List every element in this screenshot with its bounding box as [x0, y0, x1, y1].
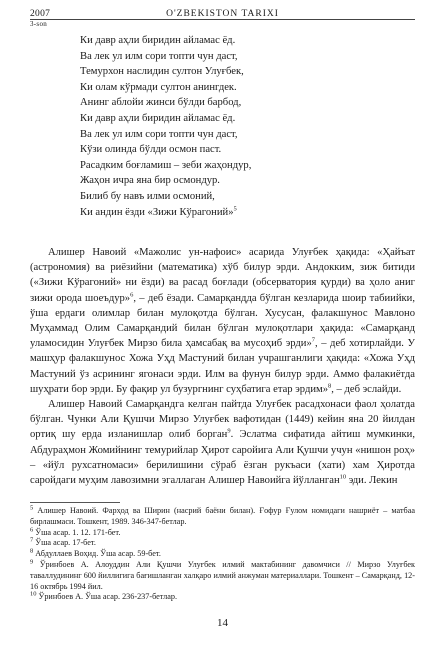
poem-line: Билиб бу навъ илми осмоний,: [80, 190, 215, 202]
body-text-run: Алишер Навоий «Мажолис ун-нафоис» асарида Улуғбек ҳақида: «Ҳайъат (астрономия) ва риёзийни (математика) хўб билур эрди. Андокким, зиж битиди («Зижи Кўрагоний» ни ёзди) ва расад боғлади (обсерватория қурди) ва ҳоло аниг зижи орода шоеъдур»: [30, 247, 415, 304]
poem-line: Ки давр аҳли биридин айламас ёд.: [80, 35, 236, 46]
poem-line: Кўзи олинда бўлди осмон паст.: [80, 144, 222, 156]
poem-line: Жаҳон ичра яна бир осмондур.: [80, 175, 220, 187]
footnote-ref: 10: [339, 473, 347, 481]
footnote-ref: 7: [311, 336, 316, 344]
body-paragraph: [30, 397, 415, 488]
body-text-run: Алишер Навоий Самарқандга келган пайтда Улуғбек расадхонаси фаол ҳолатда бўлган. Чунки Али Қушчи Мирзо Улуғбек вафотидан (1449) кейин яна 20 йилдан ортиқ шу ерда изланишлар олиб борган: [30, 399, 415, 441]
document-page: [30, 0, 415, 650]
footnote-text: Ўша асар. 17-бет.: [33, 538, 96, 548]
footnote-ref: 6: [130, 291, 134, 299]
footnote-text: Ўринбоев А. Ўша асар. 236-237-бетлар.: [36, 592, 178, 602]
issue-number: 3-son: [30, 20, 48, 28]
footnote: [30, 560, 415, 592]
body-text-run: , – деб эслайди.: [331, 383, 402, 395]
footnote-rule: [30, 502, 120, 503]
poem-line: Расадким боғламиш – зеби жаҳондур,: [80, 159, 252, 171]
footnotes: [30, 506, 415, 603]
poem-block: [80, 33, 400, 220]
body-text-run: , – деб хотирлайди. У машҳур фалакшунос Хожа Уҳд Мастуний билан учрашганлиги ҳақида: «Хожа Уҳд Мастуний ўз асрининг ягонаси эрди. Илм ва фунун билур эрди. Аммо фалакиётда шуҳрати бор эрди. Бу фақир ул бузургнинг суҳбатига етар эрдим»: [30, 338, 415, 395]
footnote-ref: 5: [233, 205, 237, 212]
body-text: [30, 245, 415, 488]
header-year: 2007: [30, 9, 51, 19]
poem-line: Ва лек ул илм сори топти чун даст,: [80, 128, 238, 140]
poem-line: Анинг аблойи жинси бўлди барбод,: [80, 97, 242, 109]
footnote-ref: 8: [328, 382, 332, 390]
footnote-number: 10: [30, 590, 37, 598]
footnote-text: Ўша асар. 1. 12. 171-бет.: [33, 527, 121, 537]
journal-title: O'ZBEKISTON TARIXI: [166, 9, 279, 19]
page-number: 14: [217, 617, 228, 629]
footnote: [30, 592, 415, 603]
footnote-number: 6: [30, 525, 34, 533]
poem-line: Темурхон наслидин султон Улуғбек,: [80, 66, 244, 78]
footnote-number: 7: [30, 536, 34, 544]
footnote-number: 9: [30, 558, 34, 566]
running-header: [30, 6, 415, 28]
footnote-text: Ўринбоев А. Алоуддин Али Қушчи Улуғбек илмий мактабининг давомчиси // Мирзо Улуғбек таваллудининг 600 йиллигига бағишланган халқаро илмий анжуман материаллари. Тошкент – Самарқанд, 12-16 октябрь 1994 йил.: [30, 559, 415, 591]
footnote: [30, 549, 415, 560]
header-rule: [30, 19, 415, 20]
footnote-number: 8: [30, 547, 34, 555]
poem-line: Ва лек ул илм сори топти чун даст,: [80, 50, 238, 62]
footnote: [30, 525, 415, 539]
poem-line: Ки андин ёзди «Зижи Кўрагоний»$^5$: [80, 205, 237, 218]
footnote-ref: 9: [227, 427, 231, 435]
body-text-run: . Эслатма сифатида айтиш мумкинки, Абдураҳмон Жомийнинг темурийлар Ҳирот саройига Али Қушчи учун «нишон роҳ» – «йўл рухсатномаси» берилишини сўраб ёзган рукъаси (хати) хам Ҳиротда саройдаги муҳим лавозимни эгаллаган Алишер Навоийга йўлланган: [30, 429, 416, 487]
body-text-run: эди. Лекин: [346, 475, 398, 487]
body-paragraph: [30, 245, 415, 397]
footnote-number: 5: [30, 504, 34, 512]
body-text-run: , – деб ёзади. Самарқандда бўлган кезларида шоир табиийки, ўша ердаги олимлар билан мулоқотда бўлган. Хусусан, фалакшунос Мавлоно Муҳаммад Олим Самарқандий билан бўлган мулоқотлари ҳақида: «Самарқанд уламосидин Улуғбек Мирзо била ҳамсабақ ва мусоҳиб эрди»: [30, 292, 415, 350]
footnote: [30, 538, 415, 549]
poem-line: Ки олам кўрмади султон анингдек.: [80, 81, 237, 93]
footnote: [30, 506, 415, 528]
footnote-text: Алишер Навоий. Фарҳод ва Ширин (насрий баёни билан). Ғофур Ғулом номидаги нашриёт – матбаа бирлашмаси. Тошкент, 1989. 346-347-бетлар.: [30, 506, 415, 526]
poem-line: Ки давр аҳли биридин айламас ёд.: [80, 112, 236, 124]
footnote-text: Абдуллаев Воҳид. Ўша асар. 59-бет.: [33, 549, 161, 559]
